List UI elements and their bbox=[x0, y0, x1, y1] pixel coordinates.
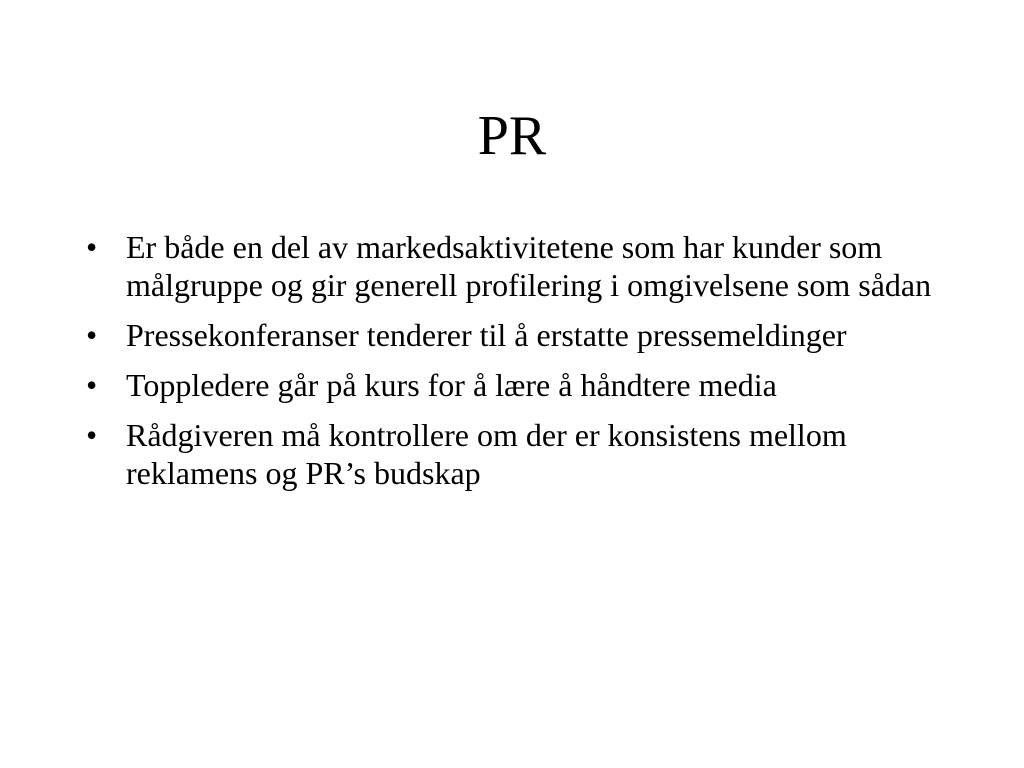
bullet-text: Pressekonferanser tenderer til å erstatte pressemeldinger bbox=[126, 317, 847, 353]
bullet-item bbox=[86, 228, 966, 304]
bullet-text: Er både en del av markedsaktivitetene som har kunder som målgruppe og gir generell profilering i omgivelsene som sådan bbox=[126, 229, 932, 303]
bullet-item bbox=[86, 366, 966, 404]
bullet-list bbox=[86, 228, 966, 504]
bullet-marker: • bbox=[86, 367, 98, 403]
bullet-marker: • bbox=[86, 417, 98, 453]
bullet-text: Rådgiveren må kontrollere om der er konsistens mellom reklamens og PR’s budskap bbox=[126, 417, 847, 491]
bullet-item bbox=[86, 416, 966, 492]
bullet-item bbox=[86, 316, 966, 354]
slide-title: PR bbox=[477, 105, 547, 167]
bullet-marker: • bbox=[86, 317, 98, 353]
bullet-text: Toppledere går på kurs for å lære å håndtere media bbox=[126, 367, 777, 403]
bullet-marker: • bbox=[86, 229, 98, 265]
